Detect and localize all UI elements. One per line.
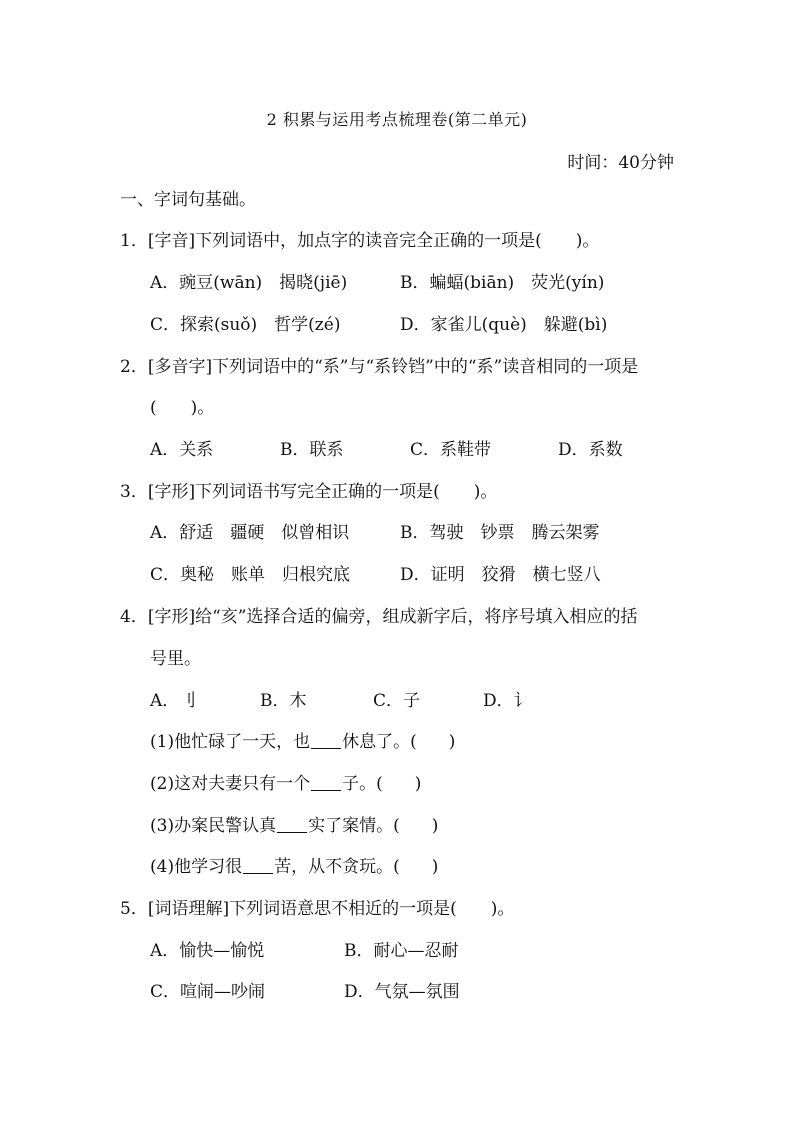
question-1-stem: 1．[字音]下列词语中，加点字的读音完全正确的一项是( )。 — [120, 231, 600, 251]
fill-blank-1[interactable] — [311, 732, 341, 749]
question-4-stem-cont: 号里。 — [150, 649, 201, 669]
question-4-option-c: C．子 — [373, 691, 421, 711]
question-3-option-d: D．证明 狡猾 横七竖八 — [400, 565, 601, 585]
question-1-option-c: C．探索(suǒ) 哲学(zé) — [150, 315, 341, 335]
question-2-stem-cont: ( )。 — [150, 398, 215, 418]
question-4-sentence-3 — [150, 814, 438, 838]
question-4-options — [150, 689, 531, 713]
sentence-1-part-b: 休息了。( — [342, 732, 417, 752]
question-4-sentence-2 — [150, 772, 421, 796]
question-2-option-d: D．系数 — [558, 440, 623, 460]
page-title: 2 积累与运用考点梳理卷(第二单元) — [266, 110, 528, 129]
question-3-options-row1 — [150, 521, 600, 545]
question-5-stem: 5．[词语理解]下列词语意思不相近的一项是( )。 — [120, 899, 515, 919]
question-4-option-d: D．讠 — [483, 691, 531, 711]
question-5-option-b: B．耐心—忍耐 — [344, 941, 459, 961]
question-3-options-row2 — [150, 563, 601, 587]
question-5-option-c: C．喧闹—吵闹 — [150, 982, 266, 1002]
close-paren-3: ) — [431, 816, 439, 836]
fill-blank-3[interactable] — [277, 816, 307, 833]
question-2-options — [150, 438, 623, 462]
question-4-sentence-4 — [150, 855, 438, 879]
question-3-option-b: B．驾驶 钞票 腾云架雾 — [400, 523, 600, 543]
question-1-option-a: A．豌豆(wān) 揭晓(jiē) — [150, 273, 348, 293]
question-2-option-a: A．关系 — [150, 440, 214, 460]
question-2-option-c: C．系鞋带 — [410, 440, 492, 460]
question-1-options-row2 — [150, 313, 607, 337]
question-3-option-c: C．奥秘 账单 归根究底 — [150, 565, 351, 585]
close-paren-1: ) — [448, 732, 456, 752]
close-paren-4: ) — [431, 857, 439, 877]
sentence-3-part-b: 实了案情。( — [308, 816, 400, 836]
question-4-sentence-1 — [150, 730, 455, 754]
question-5-options-row1 — [150, 939, 459, 963]
question-4-option-a: A．刂 — [150, 691, 197, 711]
question-5-option-d: D．气氛—氛围 — [344, 982, 460, 1002]
time-limit: 时间：40分钟 — [567, 153, 674, 173]
question-5-option-a: A．愉快—愉悦 — [150, 941, 265, 961]
question-1-option-d: D．家雀儿(què) 躲避(bì) — [400, 315, 608, 335]
question-1-option-b: B．蝙蝠(biān) 荧光(yín) — [400, 273, 605, 293]
question-5-options-row2 — [150, 980, 460, 1004]
sentence-3-part-a: (3)办案民警认真 — [150, 816, 277, 836]
close-paren-2: ) — [414, 774, 422, 794]
question-1-options-row1 — [150, 271, 604, 295]
question-2-stem: 2．[多音字]下列词语中的“系”与“系铃铛”中的“系”读音相同的一项是 — [120, 357, 639, 377]
fill-blank-2[interactable] — [311, 774, 341, 791]
question-3-option-a: A．舒适 疆硬 似曾相识 — [150, 523, 350, 543]
sentence-4-part-a: (4)他学习很 — [150, 857, 243, 877]
sentence-2-part-b: 子。( — [342, 774, 383, 794]
section-heading: 一、字词句基础。 — [120, 190, 256, 210]
sentence-2-part-a: (2)这对夫妻只有一个 — [150, 774, 311, 794]
question-4-option-b: B．木 — [260, 691, 307, 711]
question-4-stem: 4．[字形]给“亥”选择合适的偏旁，组成新字后，将序号填入相应的括 — [120, 607, 638, 627]
sentence-4-part-b: 苦，从不贪玩。( — [274, 857, 400, 877]
sentence-1-part-a: (1)他忙碌了一天，也 — [150, 732, 311, 752]
question-2-option-b: B．联系 — [280, 440, 344, 460]
fill-blank-4[interactable] — [243, 857, 273, 874]
question-3-stem: 3．[字形]下列词语书写完全正确的一项是( )。 — [120, 482, 498, 502]
